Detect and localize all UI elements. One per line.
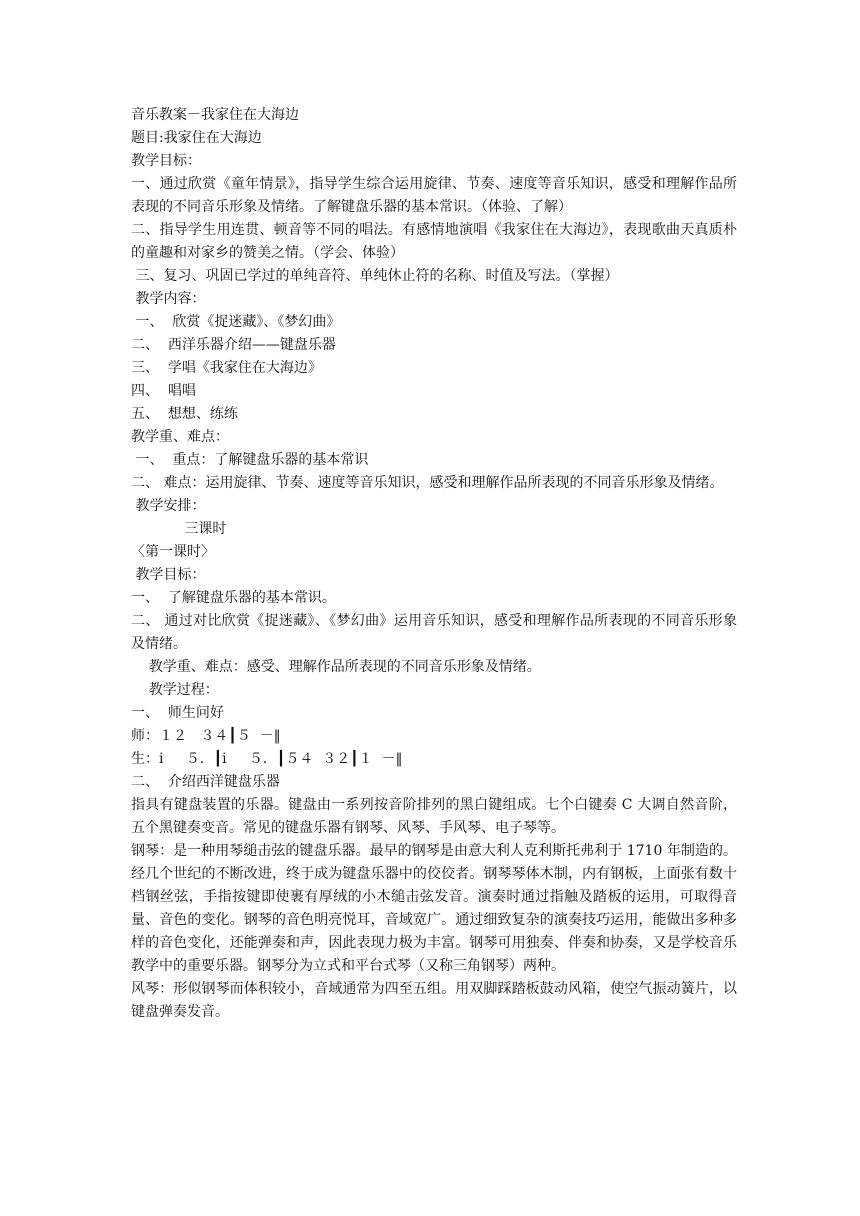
keypoints-heading: 教学重、难点： (131, 429, 229, 445)
content-item-3: 三、 学唱《我家住在大海边》 (131, 360, 322, 376)
content-heading: 教学内容： (131, 291, 206, 307)
piano-paragraph: 钢琴：是一种用琴缒击弦的键盘乐器。最早的钢琴是由意大利人克利斯托弗利于 1710 年制造的。经几个世纪的不断改进，终于成为键盘乐器中的佼佼者。钢琴琴体木制，内有钢板，上面张有数十档钢丝弦，手指按键即使裹有厚绒的小木缒击弦发音。演奏时通过指触及踏板的运用，可取得音量、音色的变化。钢琴的音色明亮悦耳，音域宽广。通过细致复杂的演奏技巧运用，能做出多种多样的音色变化，还能弹奏和声，因此表现力极为丰富。钢琴可用独奏、伴奏和协奏，又是学校音乐教学中的重要乐器。钢琴分为立式和平台式琴（又称三角钢琴）两种。 (131, 843, 737, 974)
student-notation: 生：i ５．┃i ５．┃５４ ３２┃１ －‖ (131, 751, 403, 767)
lesson-1-heading: 〈第一课时〉 (131, 544, 215, 560)
step-2: 二、 介绍西洋键盘乐器 (131, 774, 280, 790)
content-item-1: 一、 欣赏《捉迷藏》、《梦幻曲》 (131, 314, 341, 330)
keyboard-intro-paragraph: 指具有键盘装置的乐器。键盘由一系列按音阶排列的黑白键组成。七个白键奏 C 大调自然音阶，五个黑键奏变音。常见的键盘乐器有钢琴、风琴、手风琴、电子琴等。 (131, 797, 737, 836)
lesson-1-keypoints: 教学重、难点：感受、理解作品所表现的不同音乐形象及情绪。 (131, 659, 541, 675)
lesson-1-goal-1: 一、 了解键盘乐器的基本常识。 (131, 590, 336, 606)
step-1: 一、 师生问好 (131, 705, 224, 721)
organ-paragraph: 风琴：形似钢琴而体积较小，音域通常为四至五组。用双脚踩踏板鼓动风箱，使空气振动簧片，以键盘弹奏发音。 (131, 981, 737, 1020)
goals-heading: 教学目标： (131, 153, 201, 169)
keypoint-1: 一、 重点：了解键盘乐器的基本常识 (131, 452, 369, 468)
content-item-2: 二、 西洋乐器介绍——键盘乐器 (131, 337, 336, 353)
teacher-notation: 师：１２ ３４┃５ －‖ (131, 728, 281, 744)
lesson-1-goals-heading: 教学目标： (131, 567, 206, 583)
topic-line: 题目:我家住在大海边 (131, 130, 262, 146)
goal-2: 二、指导学生用连贯、顿音等不同的唱法。有感情地演唱《我家住在大海边》，表现歌曲天真质朴的童趣和对家乡的赞美之情。（学会、体验） (131, 222, 737, 261)
keypoint-2: 二、 难点：运用旋律、节奏、速度等音乐知识，感受和理解作品所表现的不同音乐形象及情绪。 (131, 475, 724, 491)
content-item-5: 五、 想想、练练 (131, 406, 238, 422)
lesson-1-goal-2: 二、 通过对比欣赏《捉迷藏》、《梦幻曲》运用音乐知识，感受和理解作品所表现的不同音乐形象及情绪。 (131, 613, 737, 652)
content-item-4: 四、 唱唱 (131, 383, 196, 399)
schedule-heading: 教学安排： (131, 498, 206, 514)
document-body (131, 104, 737, 1024)
document-title: 音乐教案－我家住在大海边 (131, 107, 299, 123)
goal-1: 一、通过欣赏《童年情景》，指导学生综合运用旋律、节奏、速度等音乐知识，感受和理解作品所表现的不同音乐形象及情绪。了解键盘乐器的基本常识。（体验、了解） (131, 176, 737, 215)
lesson-1-process-heading: 教学过程： (131, 682, 219, 698)
schedule-value: 三课时 (131, 521, 227, 537)
goal-3: 三、复习、巩固已学过的单纯音符、单纯休止符的名称、时值及写法。（掌握） (131, 268, 619, 284)
